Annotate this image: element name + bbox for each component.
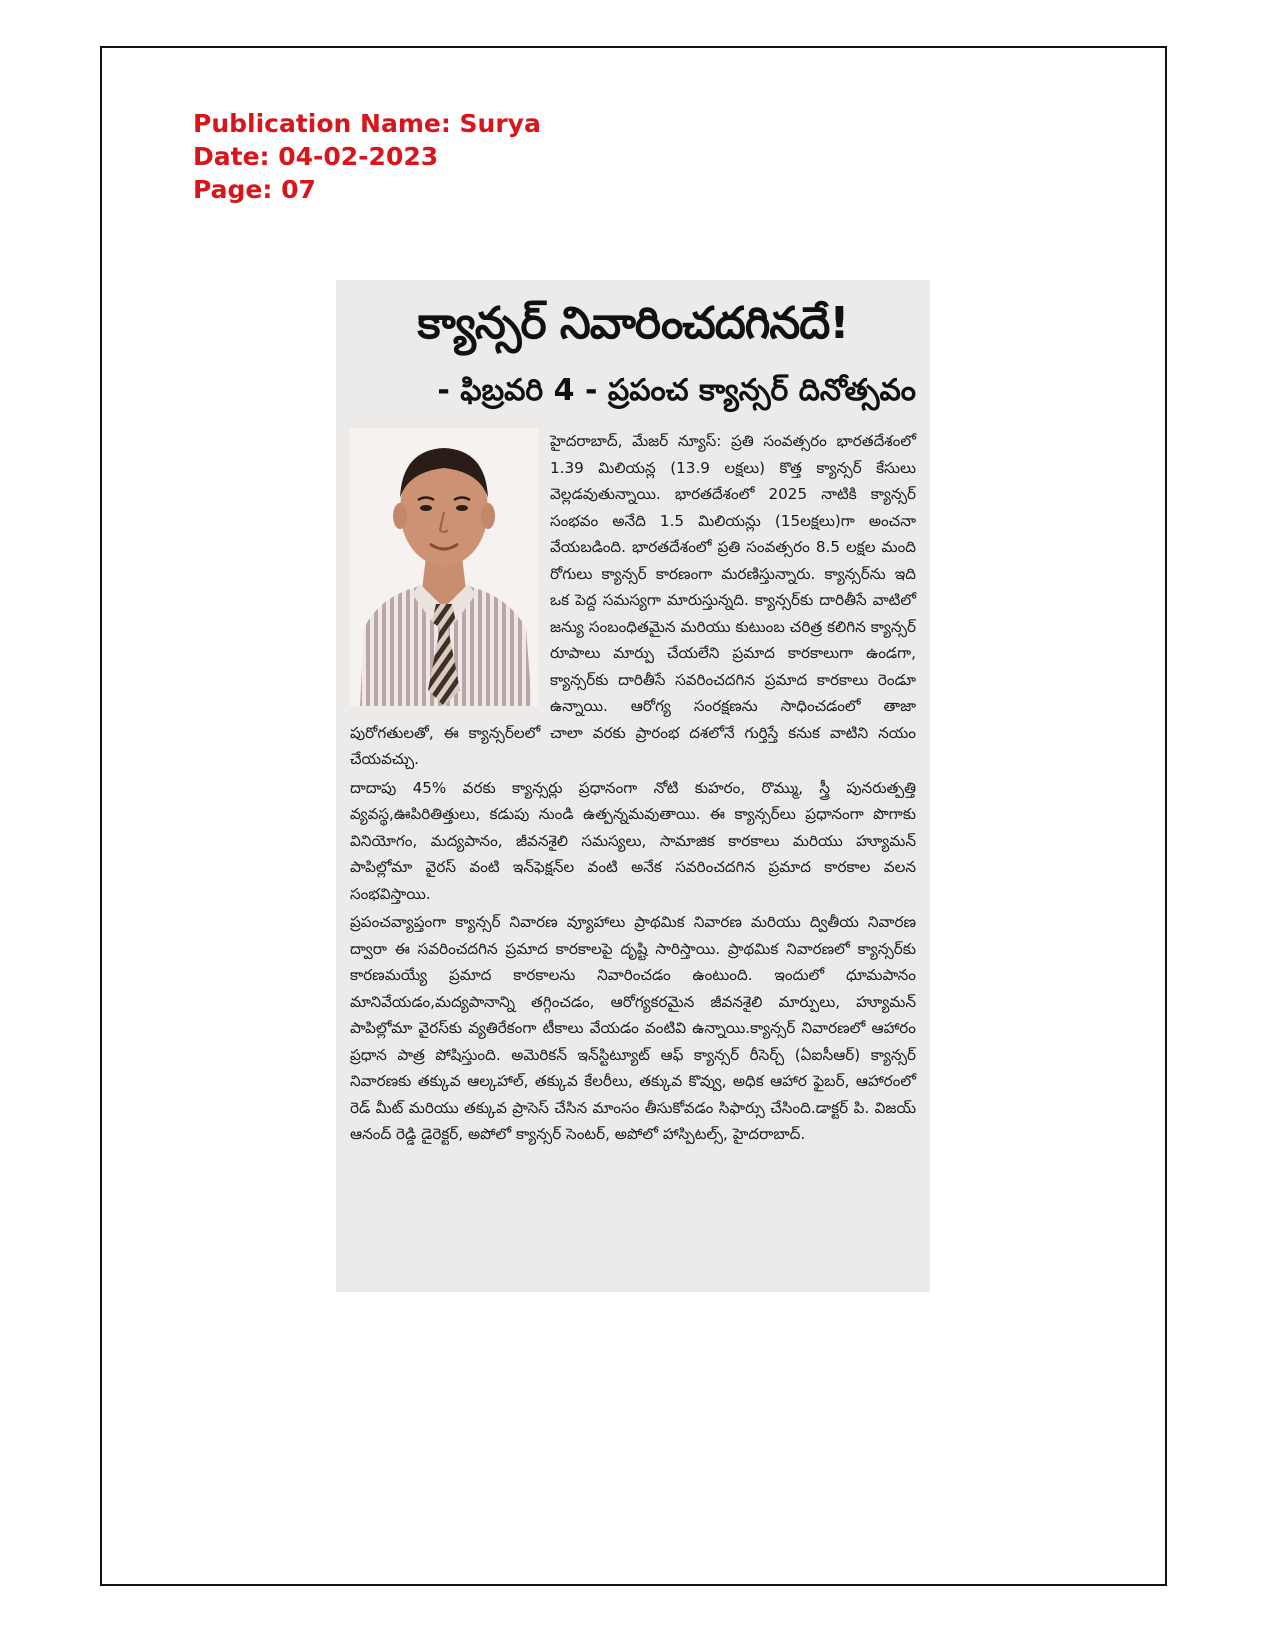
article-paragraph-2: దాదాపు 45% వరకు క్యాన్సర్లు ప్రధానంగా నోటి కుహరం, రొమ్ము, స్త్రీ పునరుత్పత్తి వ్యవస్థ,ఊపిరితిత్తులు, కడుపు నుండి ఉత్పన్నమవుతాయి. ఈ క్యాన్సర్‌లు ప్రధానంగా పొగాకు వినియోగం, మద్యపానం, జీవనశైలి సమస్యలు, సామాజిక కారకాలు మరియు హ్యూమన్ పాపిల్లోమా వైరస్ వంటి ఇన్‌ఫెక్షన్‌ల వంటి అనేక సవరించదగిన ప్రమాద కారకాల వలన సంభవిస్తాయి.	[350, 778, 916, 903]
article-paragraph-1: హైదరాబాద్, మేజర్ న్యూస్: ప్రతి సంవత్సరం భారతదేశంలో 1.39 మిలియన్ల (13.9 లక్షలు) కొత్త క్యాన్సర్ కేసులు వెల్లడవుతున్నాయి. భారతదేశంలో 2025 నాటికి క్యాన్సర్ సంభవం అనేది 1.5 మిలియన్లు (15లక్షలు)గా అంచనా వేయబడింది. భారతదేశంలో ప్రతి సంవత్సరం 8.5 లక్షల మంది రోగులు క్యాన్సర్ కారణంగా మరణిస్తున్నారు. క్యాన్సర్‌ను ఇది ఒక పెద్ద సమస్యగా మారుస్తున్నది. క్యాన్సర్‌కు దారితీసే వాటిలో జన్యు సంబంధితమైన మరియు కుటుంబ చరిత్ర కలిగిన క్యాన్సర్ రూపాలు మార్పు చేయలేని ప్రమాద కారకాలుగా ఉండగా, క్యాన్సర్‌కు దారితీసే సవరించదగిన ప్రమాద కారకాలు రెండూ ఉన్నాయి. ఆరోగ్య సంరక్షణను సాధించడంలో తాజా పురోగతులతో, ఈ క్యాన్సర్‌లలో చాలా వరకు ప్రారంభ దశలోనే గుర్తిస్తే కనుక వాటిని నయం చేయవచ్చు.	[350, 432, 916, 768]
article-paragraph-3: ప్రపంచవ్యాప్తంగా క్యాన్సర్ నివారణ వ్యూహాలు ప్రాథమిక నివారణ మరియు ద్వితీయ నివారణ ద్వారా ఈ సవరించదగిన ప్రమాద కారకాలపై దృష్టి సారిస్తాయి. ప్రాథమిక నివారణలో క్యాన్సర్‌కు కారణమయ్యే ప్రమాద కారకాలను నివారించడం ఉంటుంది. ఇందులో ధూమపానం మానివేయడం,మద్యపానాన్ని తగ్గించడం, ఆరోగ్యకరమైన జీవనశైలి మార్పులు, హ్యూమన్ పాపిల్లోమా వైరస్‌కు వ్యతిరేకంగా టీకాలు వేయడం వంటివి ఉన్నాయి.క్యాన్సర్ నివారణలో ఆహారం ప్రధాన పాత్ర పోషిస్తుంది. అమెరికన్ ఇన్‌స్టిట్యూట్ ఆఫ్ క్యాన్సర్ రీసెర్చ్ (ఏఐసీఆర్) క్యాన్సర్ నివారణకు తక్కువ ఆల్కహాల్, తక్కువ కేలరీలు, తక్కువ కొవ్వు, అధిక ఆహార ఫైబర్, ఆహారంలో రెడ్ మీట్ మరియు తక్కువ ప్రాసెస్ చేసిన మాంసం తీసుకోవడం సిఫార్సు చేసింది.డాక్టర్ పి. విజయ్ ఆనంద్ రెడ్డి డైరెక్టర్, అపోలో క్యాన్సర్ సెంటర్, అపోలో హాస్పిటల్స్, హైదరాబాద్.	[350, 913, 916, 1143]
author-photo	[350, 428, 538, 706]
publication-name: Publication Name: Surya	[193, 109, 541, 138]
article-subheadline: - ఫిబ్రవరి 4 - ప్రపంచ క్యాన్సర్ దినోత్సవం	[437, 373, 916, 408]
article-body	[350, 428, 916, 1148]
news-clipping	[336, 280, 930, 1292]
publication-date: Date: 04-02-2023	[193, 142, 439, 171]
author-portrait-image	[350, 428, 538, 706]
article-headline: క్యాన్సర్ నివారించదగినదే!	[417, 298, 849, 349]
publication-page: Page: 07	[193, 175, 316, 204]
publication-meta	[193, 107, 541, 206]
